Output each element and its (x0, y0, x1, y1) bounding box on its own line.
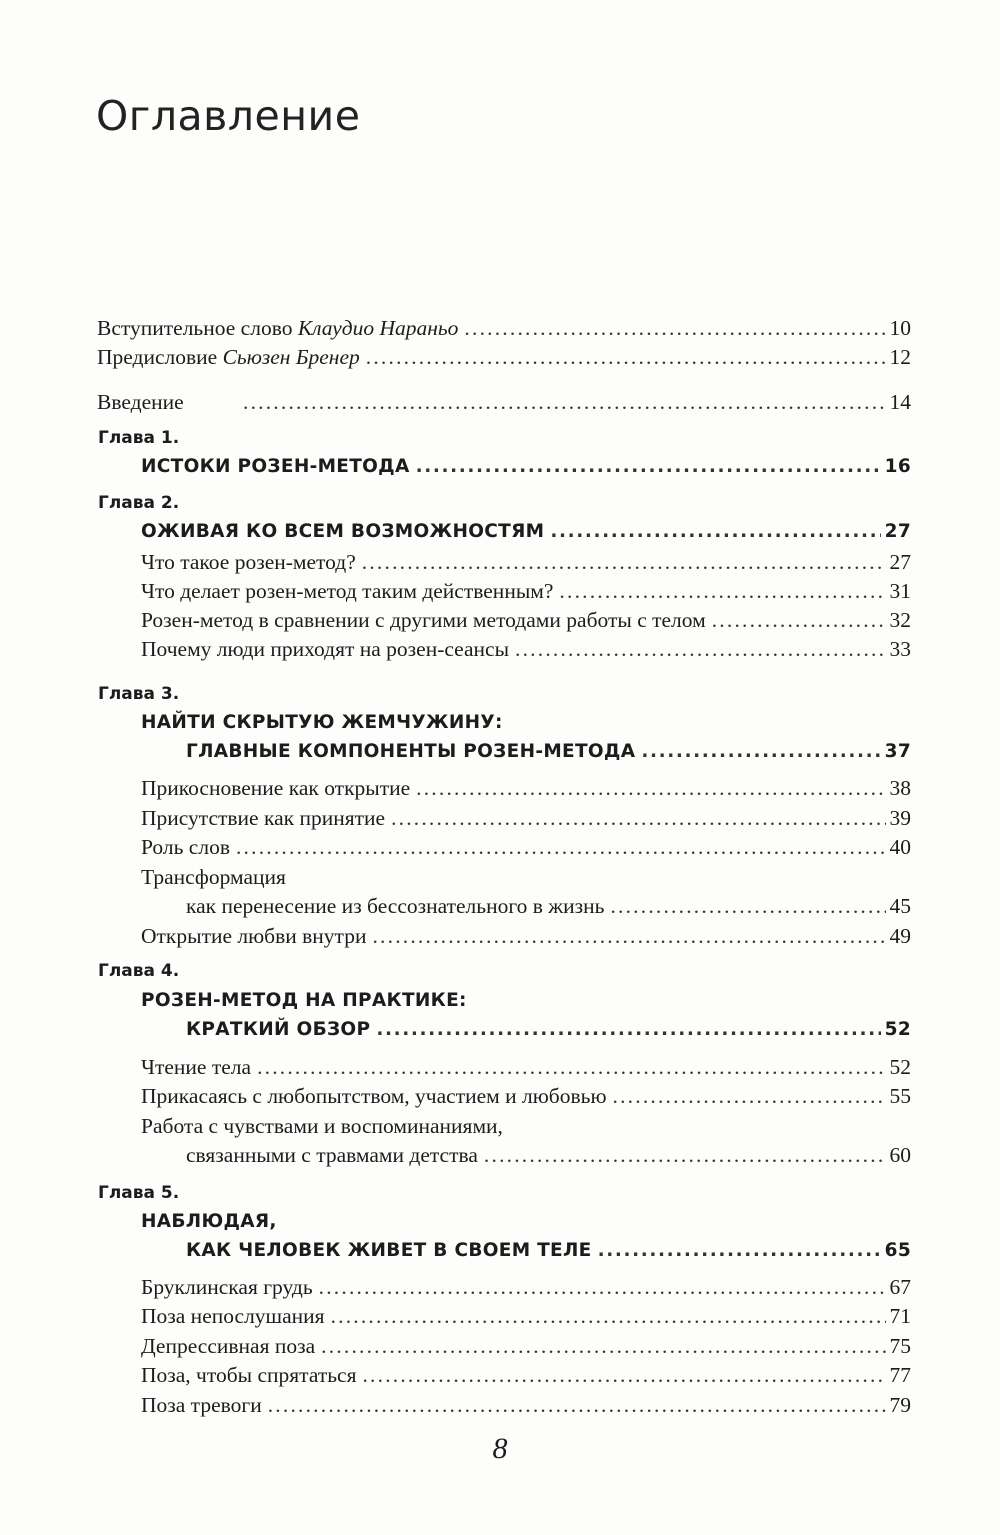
section-title: Роль слов (141, 835, 230, 859)
section-title: Что такое розен-метод? (141, 550, 356, 574)
chapter-number: Глава 5. (98, 1183, 180, 1203)
toc-entry-intro[interactable] (97, 388, 911, 416)
section-title: Присутствие как принятие (141, 806, 386, 830)
chapter-number: Глава 2. (98, 493, 180, 513)
entry-page: 39 (889, 806, 911, 830)
entry-page: 37 (884, 741, 911, 762)
entry-page: 60 (889, 1143, 911, 1167)
dot-leader (550, 518, 880, 546)
entry-page: 77 (889, 1363, 911, 1387)
section-title: как перенесение из бессознательного в жизнь (186, 894, 605, 918)
toc-entry-section[interactable] (141, 1053, 911, 1081)
toc-entry-section[interactable] (141, 1082, 911, 1110)
dot-leader (236, 833, 886, 861)
toc-entry-section[interactable] (186, 892, 911, 920)
chapter-number: Глава 1. (98, 428, 180, 448)
chapter-title: ОЖИВАЯ КО ВСЕМ ВОЗМОЖНОСТЯМ (141, 521, 545, 542)
dot-leader (484, 1141, 886, 1169)
section-title: Поза, чтобы спрятаться (141, 1363, 357, 1387)
toc-entry-section[interactable] (141, 635, 911, 663)
toc-entry-section[interactable] (141, 1273, 911, 1301)
entry-page: 16 (884, 456, 911, 477)
dot-leader (362, 1361, 885, 1389)
toc-entry-section[interactable] (141, 548, 911, 576)
dot-leader (257, 1053, 885, 1081)
section-title: Розен-метод в сравнении с другими методами работы с телом (141, 608, 706, 632)
toc-entry-section[interactable] (186, 1141, 911, 1169)
entry-page: 27 (889, 550, 911, 574)
entry-page: 32 (889, 608, 911, 632)
dot-leader (610, 892, 885, 920)
entry-title: Предисловие (97, 345, 223, 369)
chapter-title: ИСТОКИ РОЗЕН-МЕТОДА (141, 456, 410, 477)
dot-leader (362, 548, 886, 576)
section-title: Поза тревоги (141, 1393, 262, 1417)
dot-leader (321, 1332, 885, 1360)
dot-leader (366, 343, 886, 371)
dot-leader (515, 635, 885, 663)
entry-page: 10 (889, 316, 911, 340)
dot-leader (598, 1237, 881, 1265)
entry-page: 75 (889, 1334, 911, 1358)
toc-entry-chapter-3[interactable] (186, 738, 911, 766)
chapter-title: ГЛАВНЫЕ КОМПОНЕНТЫ РОЗЕН-МЕТОДА (186, 741, 636, 762)
section-title: Прикосновение как открытие (141, 776, 411, 800)
entry-page: 33 (889, 637, 911, 661)
toc-entry-section[interactable] (141, 804, 911, 832)
toc-entry-chapter-4[interactable] (186, 1016, 911, 1044)
toc-entry-section[interactable] (141, 774, 911, 802)
section-title: Бруклинская грудь (141, 1275, 313, 1299)
section-title: Чтение тела (141, 1055, 252, 1079)
entry-page: 45 (889, 894, 911, 918)
entry-page: 14 (889, 390, 911, 414)
dot-leader (391, 804, 885, 832)
dot-leader (464, 314, 885, 342)
section-title: Открытие любви внутри (141, 924, 367, 948)
entry-author: Клаудио Нараньо (297, 316, 459, 340)
toc-entry-chapter-1[interactable] (141, 453, 911, 481)
chapter-title-line: НАБЛЮДАЯ, (141, 1211, 277, 1232)
dot-leader (416, 453, 881, 481)
chapter-number: Глава 3. (98, 684, 180, 704)
toc-entry-section[interactable] (141, 1302, 911, 1330)
toc-entry-section[interactable] (141, 1332, 911, 1360)
entry-page: 79 (889, 1393, 911, 1417)
toc-entry-section[interactable] (141, 922, 911, 950)
dot-leader (319, 1273, 886, 1301)
chapter-title: КРАТКИЙ ОБЗОР (186, 1019, 371, 1040)
section-title: Что делает розен-метод таким действенным? (141, 579, 554, 603)
dot-leader (376, 1016, 880, 1044)
chapter-title-line: НАЙТИ СКРЫТУЮ ЖЕМЧУЖИНУ: (141, 712, 503, 733)
entry-title: Введение (97, 390, 184, 414)
dot-leader (372, 922, 885, 950)
toc-entry-section[interactable] (141, 577, 911, 605)
toc-entry-chapter-5[interactable] (186, 1237, 911, 1265)
section-title: Почему люди приходят на розен-сеансы (141, 637, 510, 661)
entry-page: 31 (889, 579, 911, 603)
page-number: 8 (492, 1432, 508, 1465)
dot-leader (613, 1082, 886, 1110)
section-title: связанными с травмами детства (186, 1143, 478, 1167)
entry-page: 52 (884, 1019, 911, 1040)
dot-leader (712, 606, 886, 634)
dot-leader (331, 1302, 886, 1330)
toc-entry-foreword[interactable] (97, 314, 911, 342)
toc-entry-section[interactable] (141, 1361, 911, 1389)
entry-page: 27 (884, 521, 911, 542)
page-title: Оглавление (96, 92, 361, 140)
toc-entry-section[interactable] (141, 833, 911, 861)
toc-entry-chapter-2[interactable] (141, 518, 911, 546)
chapter-title: КАК ЧЕЛОВЕК ЖИВЕТ В СВОЕМ ТЕЛЕ (186, 1240, 592, 1261)
entry-title: Вступительное слово (97, 316, 298, 340)
entry-page: 49 (889, 924, 911, 948)
section-title-line: Работа с чувствами и воспоминаниями, (141, 1114, 503, 1138)
dot-leader (243, 388, 886, 416)
chapter-title-line: РОЗЕН-МЕТОД НА ПРАКТИКЕ: (141, 990, 467, 1011)
section-title: Депрессивная поза (141, 1334, 316, 1358)
toc-entry-section[interactable] (141, 1391, 911, 1419)
dot-leader (416, 774, 885, 802)
entry-page: 71 (889, 1304, 911, 1328)
toc-entry-section[interactable] (141, 606, 911, 634)
section-title: Поза непослушания (141, 1304, 325, 1328)
dot-leader (559, 577, 885, 605)
dot-leader (641, 738, 880, 766)
entry-page: 67 (889, 1275, 911, 1299)
entry-page: 55 (889, 1084, 911, 1108)
section-title: Прикасаясь с любопытством, участием и любовью (141, 1084, 607, 1108)
entry-page: 52 (889, 1055, 911, 1079)
chapter-number: Глава 4. (98, 961, 180, 981)
dot-leader (268, 1391, 886, 1419)
entry-page: 65 (884, 1240, 911, 1261)
entry-author: Сьюзен Бренер (222, 345, 360, 369)
section-title-line: Трансформация (141, 865, 286, 889)
entry-page: 40 (889, 835, 911, 859)
toc-entry-preface[interactable] (97, 343, 911, 371)
entry-page: 12 (889, 345, 911, 369)
entry-page: 38 (889, 776, 911, 800)
